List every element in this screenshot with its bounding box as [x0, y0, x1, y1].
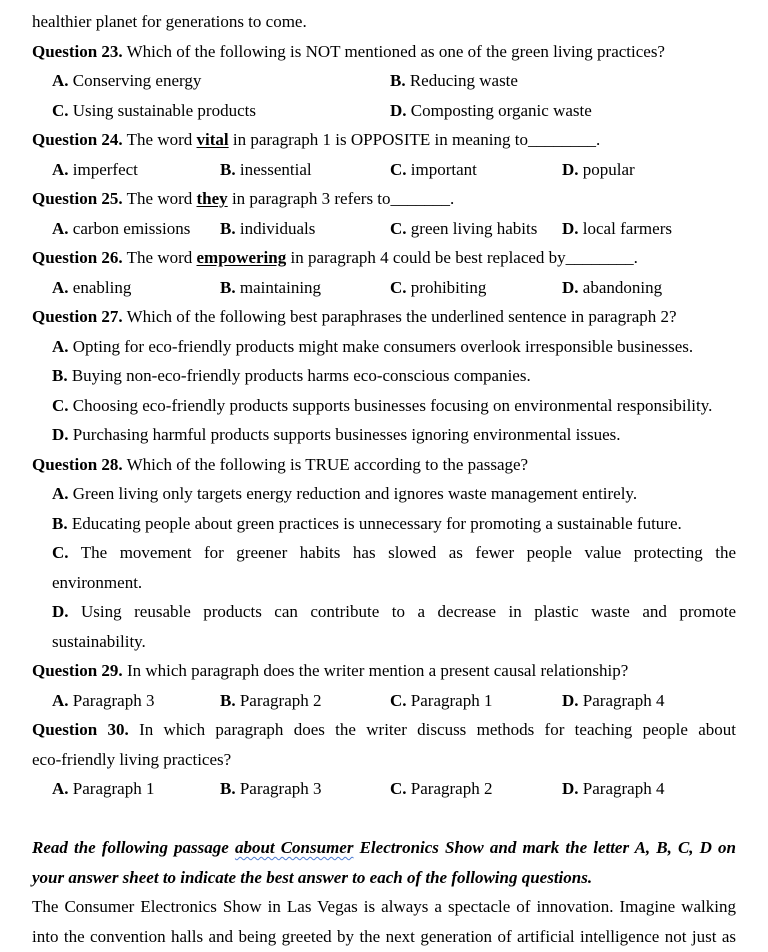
option-item — [562, 214, 672, 244]
options-row — [32, 273, 736, 303]
option-line — [52, 597, 736, 627]
option-text: Using sustainable products — [72, 100, 256, 120]
option-text: Conserving energy — [72, 71, 202, 90]
option-letter: B. — [220, 218, 236, 238]
options-row — [32, 214, 736, 244]
text-run: The word — [126, 130, 197, 149]
option-text: Paragraph 2 — [239, 690, 322, 710]
option-text: carbon emissions — [72, 218, 191, 238]
section-instruction — [32, 833, 736, 892]
option-text: Educating people about green practices is unnecessary for promoting a sustainable future. — [71, 513, 682, 533]
text-run: Which of the following is NOT mentioned as one of the green living practices? — [126, 41, 665, 61]
text-run: Which of the following best paraphrases the underlined sentence in paragraph 2? — [126, 307, 677, 326]
option-text: imperfect — [72, 159, 138, 179]
option-letter: A. — [52, 336, 69, 356]
option-item — [390, 155, 477, 185]
option-letter: A. — [52, 218, 69, 238]
option-item — [390, 273, 486, 303]
option-letter: B. — [52, 366, 68, 385]
option-letter: D. — [562, 779, 579, 798]
option-item — [220, 686, 322, 716]
question-line — [32, 125, 736, 155]
option-line — [52, 332, 736, 362]
question-block — [32, 37, 736, 126]
options-row — [32, 774, 736, 804]
option-letter: D. — [52, 602, 69, 621]
option-item — [32, 361, 736, 391]
question-label: Question 30. — [32, 720, 129, 739]
question-label: Question 27. — [32, 307, 123, 326]
question-line — [32, 656, 736, 686]
option-letter: B. — [390, 71, 406, 90]
option-item — [32, 391, 736, 421]
option-text: Opting for eco-friendly products might make consumers overlook irresponsible businesses. — [72, 336, 694, 356]
option-item — [52, 96, 256, 126]
option-item — [32, 538, 736, 597]
option-text: Paragraph 3 — [239, 779, 322, 798]
option-item — [52, 273, 131, 303]
option-item — [562, 774, 664, 804]
option-letter: C. — [52, 395, 69, 415]
option-text: Buying non-eco-friendly products harms eco-conscious companies. — [71, 366, 531, 385]
option-item — [220, 273, 321, 303]
option-letter: C. — [390, 277, 407, 297]
question-block — [32, 302, 736, 450]
option-text: sustainability. — [52, 631, 146, 651]
question-block — [32, 243, 736, 302]
passage-line: The Consumer Electronics Show in Las Vegas is always a spectacle of innovation. Imagine walking — [32, 897, 736, 916]
option-text: enabling — [72, 277, 132, 297]
option-line — [52, 509, 736, 539]
option-item — [562, 155, 635, 185]
option-letter: C. — [52, 100, 69, 120]
option-letter: B. — [220, 277, 236, 297]
option-text: Paragraph 2 — [410, 779, 493, 798]
underlined-word: empowering — [196, 248, 287, 267]
option-text: Paragraph 1 — [72, 779, 155, 798]
option-letter: D. — [562, 690, 579, 710]
option-item — [390, 66, 518, 96]
option-item — [220, 214, 315, 244]
option-text: Choosing eco-friendly products supports businesses focusing on environmental responsibility. — [72, 395, 713, 415]
option-text: environment. — [52, 572, 143, 592]
question-line — [32, 450, 736, 480]
option-item — [32, 509, 736, 539]
text-run: The word — [126, 248, 197, 267]
question-label: Question 26. — [32, 248, 123, 267]
option-letter: D. — [562, 159, 579, 179]
option-text: green living habits — [410, 218, 538, 238]
passage-line: into the convention halls and being greeted by the next generation of artificial intelligence not just as — [32, 926, 736, 946]
option-letter: C. — [390, 218, 407, 238]
option-text: Paragraph 4 — [582, 779, 665, 798]
option-text: maintaining — [239, 277, 322, 297]
question-block — [32, 184, 736, 243]
option-item — [562, 273, 662, 303]
option-item — [52, 66, 201, 96]
option-letter: B. — [220, 690, 236, 710]
option-letter: A. — [52, 484, 69, 503]
question-label: Question 23. — [32, 41, 123, 61]
instruction-line — [32, 833, 736, 863]
option-item — [562, 686, 664, 716]
option-text: important — [410, 159, 477, 179]
text-run: Electronics Show and mark the letter A, B, C, D on — [353, 838, 736, 857]
option-text: Paragraph 1 — [410, 690, 493, 710]
option-text: abandoning — [582, 277, 663, 297]
option-item — [32, 597, 736, 656]
text-run: in paragraph 4 could be best replaced by________. — [286, 248, 638, 267]
option-letter: C. — [390, 779, 407, 798]
question-line — [32, 715, 736, 745]
option-letter: C. — [390, 690, 407, 710]
option-letter: A. — [52, 71, 69, 90]
option-text: Purchasing harmful products supports businesses ignoring environmental issues. — [72, 425, 621, 444]
option-item — [390, 686, 492, 716]
options-row — [32, 155, 736, 185]
option-letter: D. — [562, 277, 579, 297]
option-item — [32, 332, 736, 362]
question-line — [32, 745, 736, 775]
option-text: prohibiting — [410, 277, 487, 297]
option-item — [220, 774, 322, 804]
question-line — [32, 243, 736, 273]
underlined-word: vital — [196, 130, 229, 149]
option-item — [220, 155, 312, 185]
question-line — [32, 37, 736, 67]
option-letter: A. — [52, 277, 69, 297]
reading-passage — [32, 892, 736, 951]
text-run: Read the following passage — [32, 838, 235, 857]
option-item — [52, 214, 190, 244]
option-letter: D. — [390, 100, 407, 120]
question-block — [32, 656, 736, 715]
option-letter: C. — [390, 159, 407, 179]
option-letter: A. — [52, 159, 69, 179]
option-text: Using reusable products can contribute to a decrease in plastic waste and promote — [81, 602, 737, 621]
option-text: local farmers — [582, 218, 672, 238]
question-line — [32, 302, 736, 332]
question-block — [32, 450, 736, 657]
option-letter: B. — [220, 779, 236, 798]
option-text: individuals — [239, 218, 316, 238]
options-row — [32, 686, 736, 716]
option-line — [52, 627, 736, 657]
option-text: Reducing waste — [409, 71, 518, 90]
option-letter: B. — [220, 159, 236, 179]
option-line — [52, 479, 736, 509]
option-text: inessential — [239, 159, 312, 179]
question-label: Question 28. — [32, 454, 123, 474]
options-row — [32, 96, 736, 126]
paragraph-continuation-line: healthier planet for generations to come. — [32, 12, 307, 31]
option-text: Paragraph 4 — [582, 690, 665, 710]
option-text: The movement for greener habits has slowed as fewer people value protecting the — [80, 543, 736, 562]
underlined-word: they — [196, 189, 228, 208]
option-letter: A. — [52, 690, 69, 710]
text-run: Which of the following is TRUE according to the passage? — [126, 454, 529, 474]
option-text: Paragraph 3 — [72, 690, 155, 710]
option-item — [390, 96, 592, 126]
option-letter: A. — [52, 779, 69, 798]
option-item — [390, 774, 492, 804]
option-item — [52, 774, 154, 804]
option-item — [32, 479, 736, 509]
option-letter: D. — [562, 218, 579, 238]
text-run: In which paragraph does the writer discuss methods for teaching people about — [139, 720, 736, 739]
text-run: in paragraph 1 is OPPOSITE in meaning to________. — [228, 130, 601, 149]
text-run: In which paragraph does the writer mention a present causal relationship? — [126, 661, 629, 680]
question-label: Question 24. — [32, 130, 123, 149]
option-item — [390, 214, 537, 244]
question-block — [32, 125, 736, 184]
option-line — [52, 420, 736, 450]
option-line — [52, 391, 736, 421]
option-line — [52, 568, 736, 598]
option-letter: B. — [52, 513, 68, 533]
option-text: Green living only targets energy reduction and ignores waste management entirely. — [72, 484, 638, 503]
option-letter: D. — [52, 425, 69, 444]
text-run: your answer sheet to indicate the best answer to each of the following questions. — [32, 867, 593, 887]
option-text: Composting organic waste — [410, 100, 592, 120]
question-line — [32, 184, 736, 214]
text-run: eco-friendly living practices? — [32, 749, 232, 769]
instruction-line — [32, 863, 736, 893]
option-item — [52, 686, 154, 716]
question-label: Question 25. — [32, 189, 123, 208]
option-text: popular — [582, 159, 635, 179]
text-run: The word — [126, 189, 197, 208]
text-run: in paragraph 3 refers to_______. — [227, 189, 455, 208]
option-item — [32, 420, 736, 450]
option-letter: C. — [52, 543, 69, 562]
question-label: Question 29. — [32, 661, 123, 680]
option-line — [52, 361, 736, 391]
question-block — [32, 715, 736, 804]
options-row — [32, 66, 736, 96]
option-line — [52, 538, 736, 568]
option-item — [52, 155, 138, 185]
spellcheck-flagged-text: about Consumer — [234, 838, 354, 857]
questions-container — [32, 37, 736, 804]
